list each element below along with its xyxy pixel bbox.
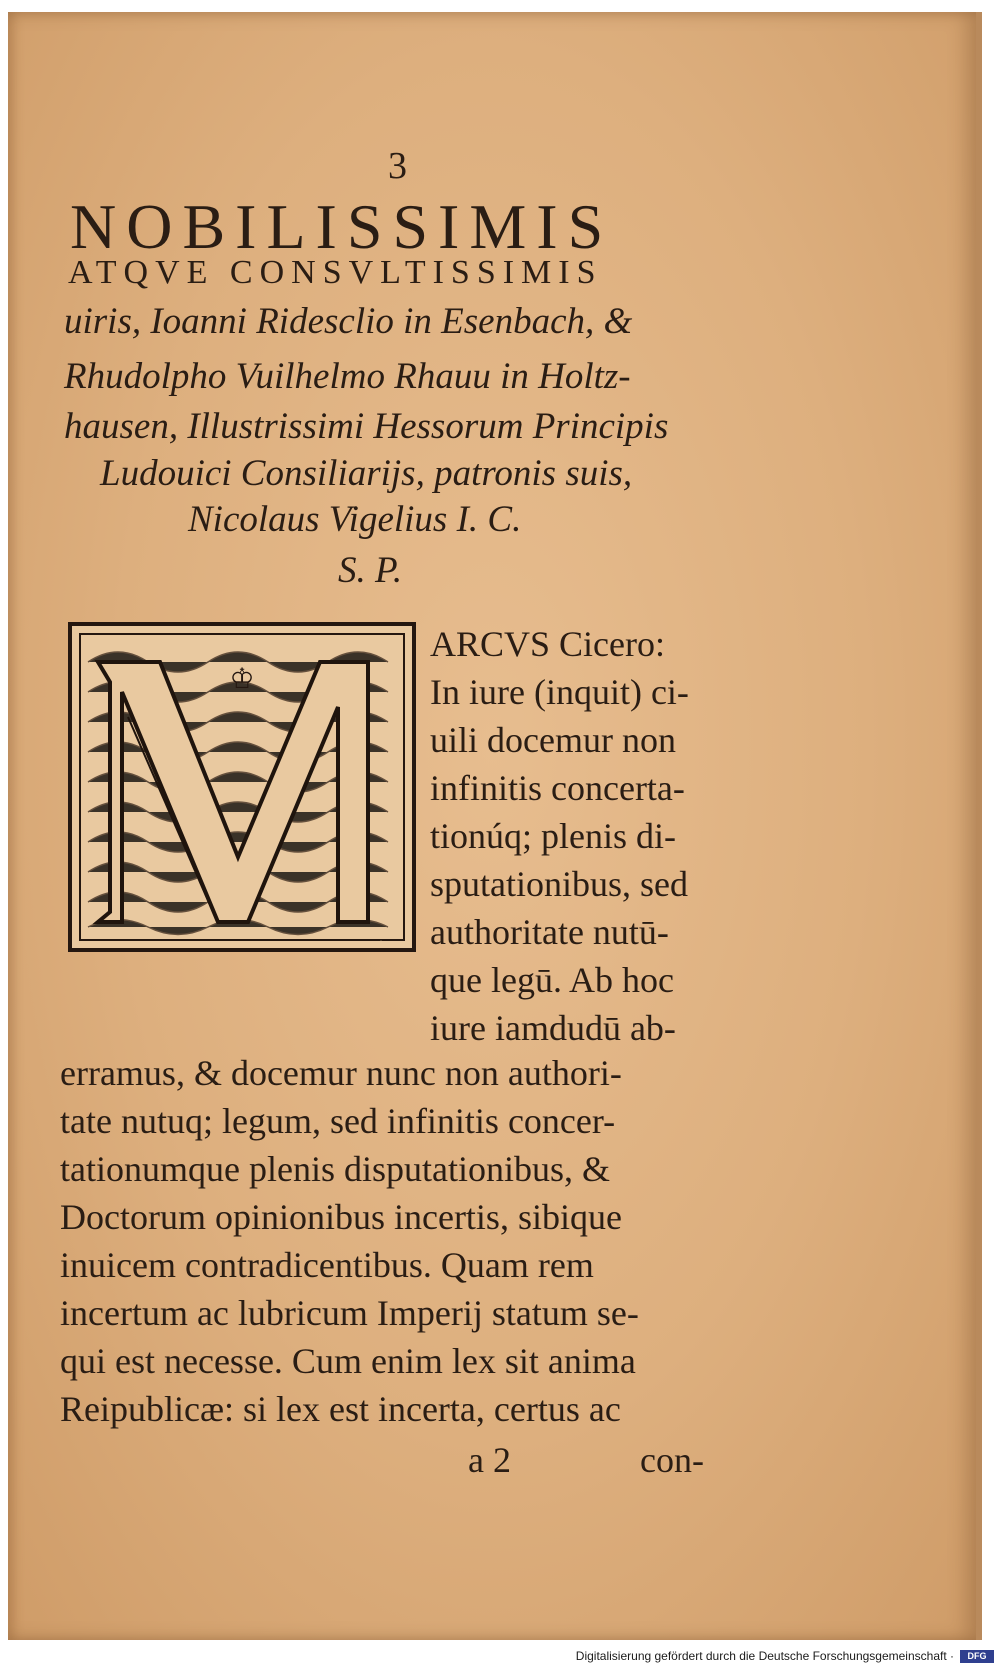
initial-letter-text: M: [380, 941, 382, 943]
body-line: authoritate nutū-: [430, 912, 669, 952]
body-line: iure iamdudū ab-: [430, 1008, 676, 1048]
dedication-line: uiris, Ioanni Ridesclio in Esenbach, &: [64, 301, 633, 342]
heading-line-1: NOBILISSIMIS: [70, 191, 614, 262]
dedication-line: Rhudolpho Vuilhelmo Rhauu in Holtz-: [64, 356, 631, 397]
funding-credit: Digitalisierung gefördert durch die Deutsche Forschungsgemeinschaft ·: [575, 1649, 954, 1663]
body-line: tate nutuq; legum, sed infinitis concer-: [60, 1101, 616, 1141]
body-line: tationumque plenis disputationibus, &: [60, 1149, 610, 1189]
body-line: ARCVS Cicero:: [430, 624, 666, 664]
body-line: tionúq; plenis di-: [430, 816, 676, 856]
heading-line-2: ATQVE CONSVLTISSIMIS: [68, 254, 603, 291]
dedication-author: Nicolaus Vigelius I. C.: [188, 499, 522, 540]
body-line: inuicem contradicentibus. Quam rem: [60, 1245, 594, 1285]
body-line: infinitis concerta-: [430, 768, 685, 808]
decorated-initial-m: [68, 622, 416, 952]
signature-mark: a 2: [468, 1440, 511, 1480]
body-line: que legū. Ab hoc: [430, 960, 674, 1000]
body-line: Reipublicæ: si lex est incerta, certus ac: [60, 1389, 621, 1429]
body-line: Doctorum opinionibus incertis, sibique: [60, 1197, 622, 1237]
book-page: [8, 12, 982, 1640]
body-line: qui est necesse. Cum enim lex sit anima: [60, 1341, 636, 1381]
dedication-line: hausen, Illustrissimi Hessorum Principis: [64, 406, 669, 447]
body-line: uili docemur non: [430, 720, 676, 760]
page-number: 3: [388, 145, 407, 187]
catchword: con-: [640, 1440, 704, 1480]
body-line: In iure (inquit) ci-: [430, 672, 689, 712]
initial-crown: ♔: [229, 662, 255, 695]
dedication-line: Ludouici Consiliarijs, patronis suis,: [100, 453, 633, 494]
dedication-salutation: S. P.: [338, 550, 403, 591]
body-line: sputationibus, sed: [430, 864, 688, 904]
dfg-logo: DFG: [960, 1650, 994, 1663]
body-line: erramus, & docemur nunc non authori-: [60, 1053, 622, 1093]
body-line: incertum ac lubricum Imperij statum se-: [60, 1293, 639, 1333]
